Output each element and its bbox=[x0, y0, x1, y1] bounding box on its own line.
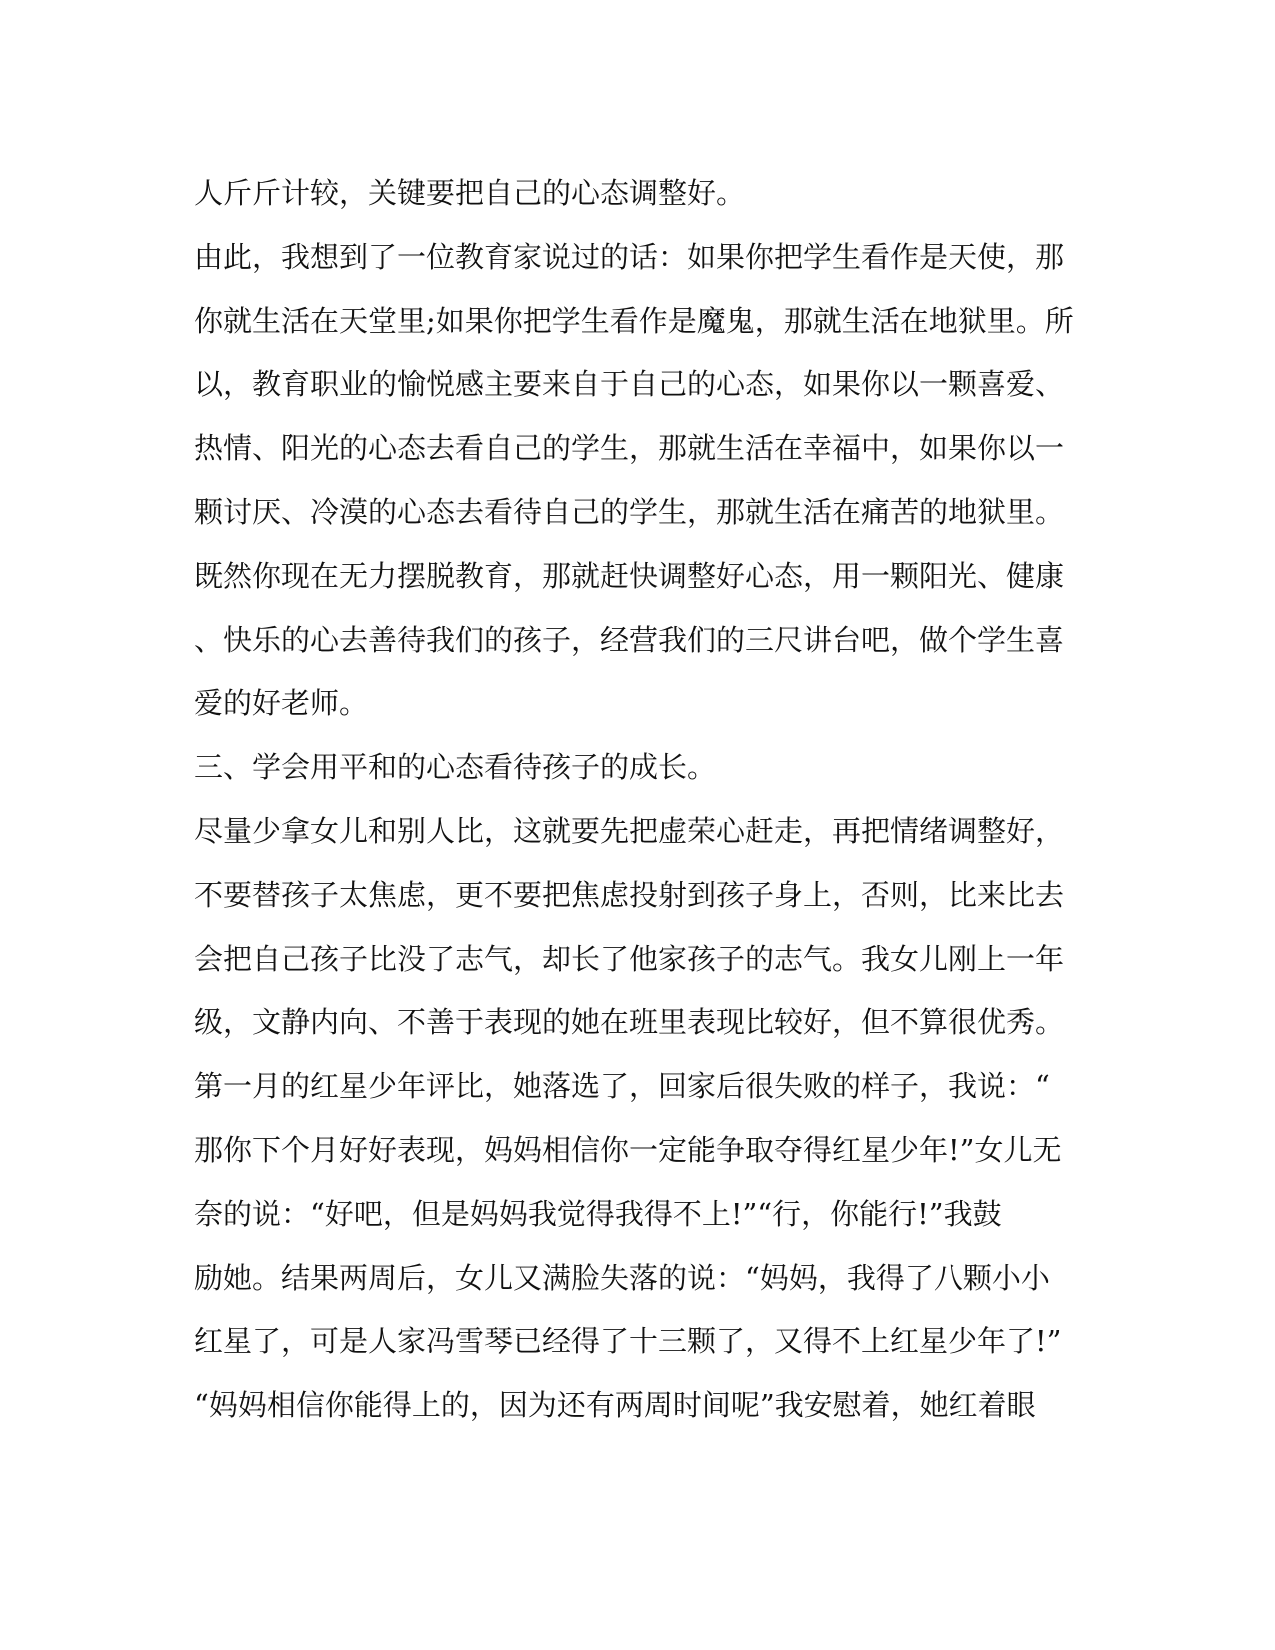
text-line: 以，教育职业的愉悦感主要来自于自己的心态，如果你以一颗喜爱、 bbox=[194, 367, 1065, 402]
text-line: 励她。结果两周后，女儿又满脸失落的说：“妈妈，我得了八颗小小 bbox=[194, 1260, 1050, 1295]
text-line: 尽量少拿女儿和别人比，这就要先把虚荣心赶走，再把情绪调整好， bbox=[194, 813, 1065, 848]
section-heading: 三、学会用平和的心态看待孩子的成长。 bbox=[194, 750, 717, 785]
text-line: 颗讨厌、冷漠的心态去看待自己的学生，那就生活在痛苦的地狱里。 bbox=[194, 494, 1065, 529]
text-line: 奈的说：“好吧，但是妈妈我觉得我得不上!”“行，你能行!”我鼓 bbox=[194, 1196, 1002, 1231]
text-line: 第一月的红星少年评比，她落选了，回家后很失败的样子，我说：“ bbox=[194, 1069, 1050, 1104]
text-line: 由此，我想到了一位教育家说过的话：如果你把学生看作是天使，那 bbox=[194, 239, 1065, 274]
text-line: 那你下个月好好表现，妈妈相信你一定能争取夺得红星少年!”女儿无 bbox=[194, 1132, 1062, 1167]
text-line: 既然你现在无力摆脱教育，那就赶快调整好心态，用一颗阳光、健康 bbox=[194, 558, 1065, 593]
text-line: 级，文静内向、不善于表现的她在班里表现比较好，但不算很优秀。 bbox=[194, 1005, 1065, 1040]
text-line: 会把自己孩子比没了志气，却长了他家孩子的志气。我女儿刚上一年 bbox=[194, 941, 1065, 976]
text-line: 红星了，可是人家冯雪琴已经得了十三颗了，又得不上红星少年了!” bbox=[194, 1324, 1062, 1359]
text-line: “妈妈相信你能得上的，因为还有两周时间呢”我安慰着，她红着眼 bbox=[194, 1388, 1036, 1423]
text-line: 不要替孩子太焦虑，更不要把焦虑投射到孩子身上，否则，比来比去 bbox=[194, 877, 1065, 912]
text-line: 爱的好老师。 bbox=[194, 686, 369, 721]
text-line: 、快乐的心去善待我们的孩子，经营我们的三尺讲台吧，做个学生喜 bbox=[194, 622, 1065, 657]
document-body bbox=[194, 162, 1094, 1438]
text-line: 热情、阳光的心态去看自己的学生，那就生活在幸福中，如果你以一 bbox=[194, 431, 1065, 466]
text-line: 你就生活在天堂里;如果你把学生看作是魔鬼，那就生活在地狱里。所 bbox=[194, 303, 1074, 338]
text-line: 人斤斤计较，关键要把自己的心态调整好。 bbox=[194, 176, 746, 210]
